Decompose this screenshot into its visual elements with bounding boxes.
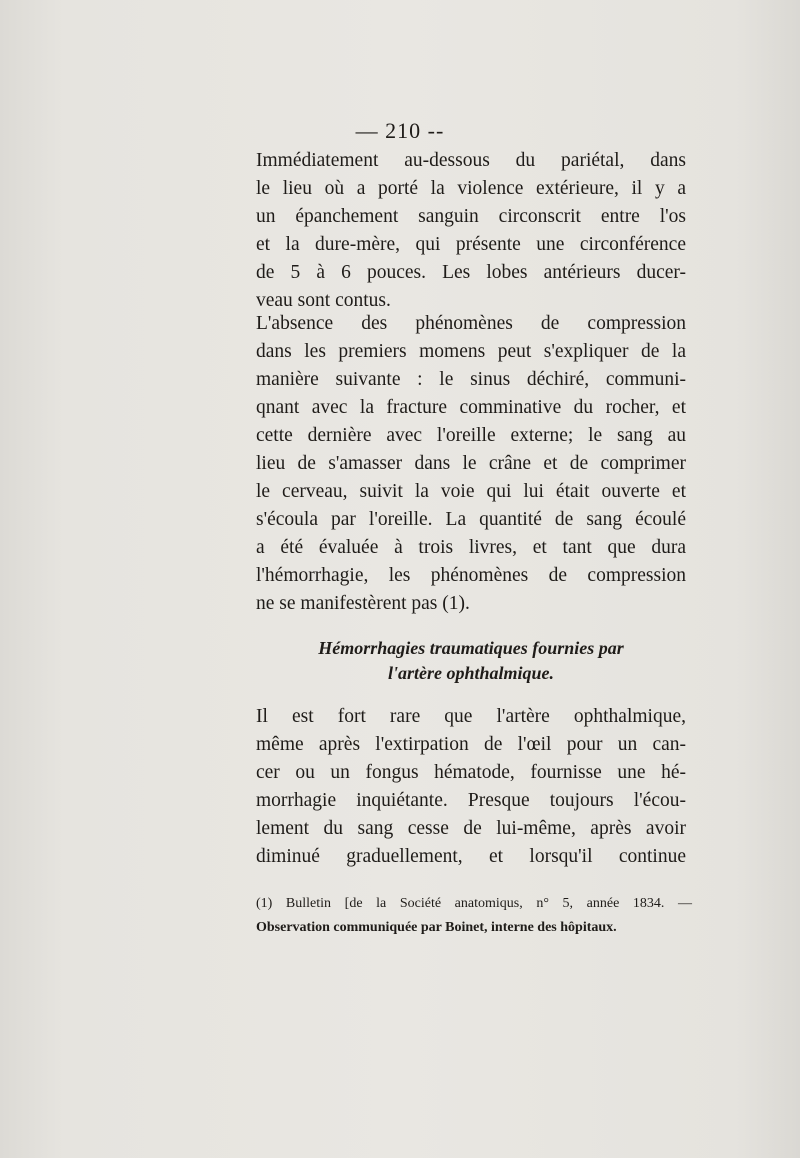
text-line: lieu de s'amasser dans le crâne et de comprimer	[256, 453, 686, 474]
section-heading-line: l'artère ophthalmique.	[387, 663, 555, 683]
text-line: Immédiatement au-dessous du pariétal, dans	[256, 150, 686, 171]
text-line: s'écoula par l'oreille. La quantité de sang écoulé	[256, 509, 686, 530]
text-line: l'hémorrhagie, les phénomènes de compression	[256, 565, 686, 586]
text-line: veau sont contus.	[256, 290, 391, 311]
text-line: qnant avec la fracture comminative du rocher, et	[256, 397, 686, 418]
text-line: dans les premiers momens peut s'expliquer de la	[256, 341, 686, 362]
paragraph-3	[256, 703, 686, 871]
text-line: Il est fort rare que l'artère ophthalmique,	[256, 706, 686, 727]
text-line: le cerveau, suivit la voie qui lui était ouverte et	[256, 481, 686, 502]
text-line: un épanchement sanguin circonscrit entre l'os	[256, 206, 686, 227]
footnote-line: (1) Bulletin [de la Société anatomiqus, n° 5, année 1834. —	[256, 896, 692, 911]
section-heading-line: Hémorrhagies traumatiques fournies par	[318, 638, 624, 658]
text-line: le lieu où a porté la violence extérieure, il y a	[256, 178, 686, 199]
text-line: L'absence des phénomènes de compression	[256, 313, 686, 334]
text-line: de 5 à 6 pouces. Les lobes antérieurs ducer-	[256, 262, 686, 283]
text-line: manière suivante : le sinus déchiré, communi-	[256, 369, 686, 390]
text-line: cer ou un fongus hématode, fournisse une hé-	[256, 762, 686, 783]
text-line: diminué graduellement, et lorsqu'il continue	[256, 846, 686, 867]
paragraph-2	[256, 310, 686, 618]
footnote	[256, 892, 692, 940]
paragraph-1	[256, 147, 686, 315]
footnote-line: Observation communiquée par Boinet, interne des hôpitaux.	[256, 920, 617, 935]
text-line: cette dernière avec l'oreille externe; le sang au	[256, 425, 686, 446]
text-line: lement du sang cesse de lui-même, après avoir	[256, 818, 686, 839]
text-line: a été évaluée à trois livres, et tant que dura	[256, 537, 686, 558]
text-line: même après l'extirpation de l'œil pour un can-	[256, 734, 686, 755]
section-heading	[256, 636, 686, 686]
text-line: et la dure-mère, qui présente une circonférence	[256, 234, 686, 255]
page-number-header: — 210 --	[355, 118, 445, 143]
text-line: morrhagie inquiétante. Presque toujours l'écou-	[256, 790, 686, 811]
text-line: ne se manifestèrent pas (1).	[256, 593, 470, 614]
